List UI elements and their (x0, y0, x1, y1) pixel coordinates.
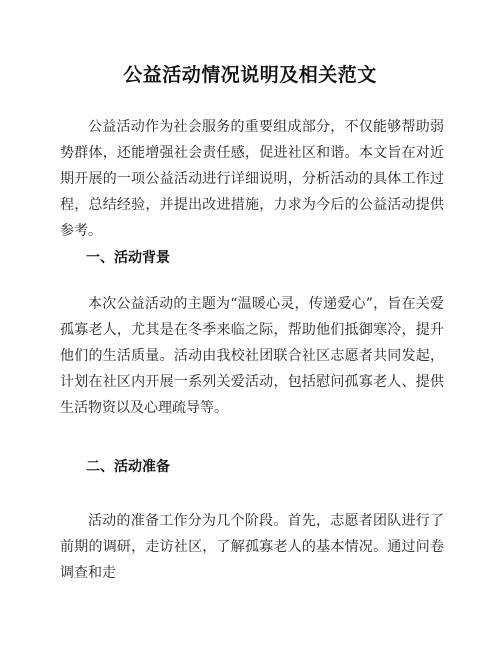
document-title: 公益活动情况说明及相关范文 (123, 64, 377, 86)
section-heading-background: 一、活动背景 (86, 250, 170, 266)
section-body-preparation: 活动的准备工作分为几个阶段。首先，志愿者团队进行了前期的调研，走访社区，了解孤寡老人的基本情况。通过问卷调查和走 (60, 513, 444, 581)
section-body-background: 本次公益活动的主题为“温暖心灵，传递爱心”，旨在关爱孤寡老人，尤其是在冬季来临之际，帮助他们抵御寒冷，提升他们的生活质量。活动由我校社团联合社区志愿者共同发起，计划在社区内开展一系列关爱活动，包括慰问孤寡老人、提供生活物资以及心理疏导等。 (60, 296, 444, 416)
section-heading-preparation: 二、活动准备 (86, 459, 170, 475)
intro-paragraph: 公益活动作为社会服务的重要组成部分，不仅能够帮助弱势群体，还能增强社会责任感，促进社区和谐。本文旨在对近期开展的一项公益活动进行详细说明，分析活动的具体工作过程，总结经验，并提出改进措施，力求为今后的公益活动提供参考。 (60, 119, 444, 239)
